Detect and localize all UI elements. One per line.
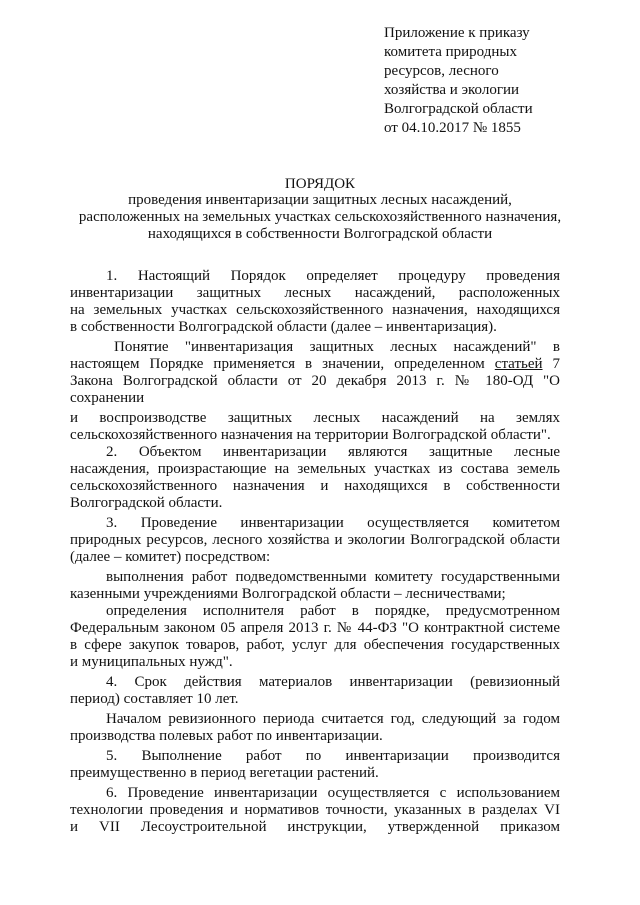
- text-line: Понятие "инвентаризация защитных лесных насаждений" в: [114, 339, 560, 355]
- text-line: определения исполнителя работ в порядке, предусмотренном: [106, 603, 560, 619]
- text-line: природных ресурсов, лесного хозяйства и экологии Волгоградской области: [70, 532, 560, 548]
- text-line: Началом ревизионного периода считается год, следующий за годом: [106, 711, 560, 727]
- attachment-line: хозяйства и экологии: [384, 82, 520, 98]
- text-line: 1. Настоящий Порядок определяет процедуру проведения: [106, 268, 560, 284]
- subtitle-line: проведения инвентаризации защитных лесных насаждений,: [128, 192, 512, 208]
- text-line: сохранении: [70, 390, 145, 406]
- text-line: на земельных участках сельскохозяйственного назначения, находящихся: [70, 302, 560, 318]
- text-line: период) составляет 10 лет.: [70, 691, 239, 707]
- attachment-line: Приложение к приказу: [384, 25, 530, 41]
- text-line: производства полевых работ по инвентаризации.: [70, 728, 383, 744]
- text-line: насаждения, произрастающие на земельных участках из состава земель: [70, 461, 560, 477]
- text-line: 6. Проведение инвентаризации осуществляется с использованием: [106, 785, 560, 801]
- document-body: [70, 268, 560, 836]
- text-line: 4. Срок действия материалов инвентаризации (ревизионный: [106, 674, 560, 690]
- text-line: 2. Объектом инвентаризации являются защитные лесные: [106, 444, 560, 460]
- text-fragment: 7: [552, 356, 560, 372]
- text-line: в сфере закупок товаров, работ, услуг для обеспечения государственных: [70, 637, 560, 653]
- text-line: Закона Волгоградской области от 20 декабря 2013 г. № 180-ОД "О: [70, 373, 560, 389]
- text-line: [70, 356, 560, 373]
- text-line: сельскохозяйственного назначения и находящихся в собственности: [70, 478, 560, 494]
- text-line: технологии проведения и нормативов точности, указанных в разделах VI: [70, 802, 560, 818]
- text-line: инвентаризации защитных лесных насаждений, расположенных: [70, 285, 560, 301]
- text-line: сельскохозяйственного назначения на территории Волгоградской области".: [70, 427, 551, 443]
- text-line: и VII Лесоустроительной инструкции, утвержденной приказом: [70, 819, 560, 835]
- text-fragment: настоящем Порядке применяется в значении, определенном: [70, 356, 485, 372]
- text-line: (далее – комитет) посредством:: [70, 549, 271, 565]
- text-line: 5. Выполнение работ по инвентаризации производится: [106, 748, 560, 764]
- subtitle-line: расположенных на земельных участках сельскохозяйственного назначения,: [78, 209, 562, 225]
- text-line: выполнения работ подведомственными комитету государственными: [106, 569, 560, 585]
- text-line: и муниципальных нужд".: [70, 654, 233, 670]
- text-line: казенными учреждениями Волгоградской области – лесничествами;: [70, 586, 506, 602]
- attachment-line: ресурсов, лесного: [384, 63, 499, 79]
- text-line: и воспроизводстве защитных лесных насаждений на землях: [70, 410, 560, 426]
- attachment-line: от 04.10.2017 № 1855: [384, 120, 521, 136]
- subtitle-line: находящихся в собственности Волгоградской области: [147, 226, 493, 242]
- text-line: Волгоградской области.: [70, 495, 223, 511]
- document-title: ПОРЯДОК: [284, 176, 356, 192]
- text-line: в собственности Волгоградской области (далее – инвентаризация).: [70, 319, 497, 335]
- text-line: 3. Проведение инвентаризации осуществляется комитетом: [106, 515, 560, 531]
- attachment-line: Волгоградской области: [384, 101, 533, 117]
- attachment-line: комитета природных: [384, 44, 517, 60]
- document-subtitle: [60, 192, 580, 243]
- law-article-link[interactable]: статьей: [494, 356, 543, 372]
- text-line: преимущественно в период вегетации растений.: [70, 765, 379, 781]
- attachment-header: [384, 24, 533, 138]
- text-line: Федеральным законом 05 апреля 2013 г. № 44-ФЗ "О контрактной системе: [70, 620, 560, 636]
